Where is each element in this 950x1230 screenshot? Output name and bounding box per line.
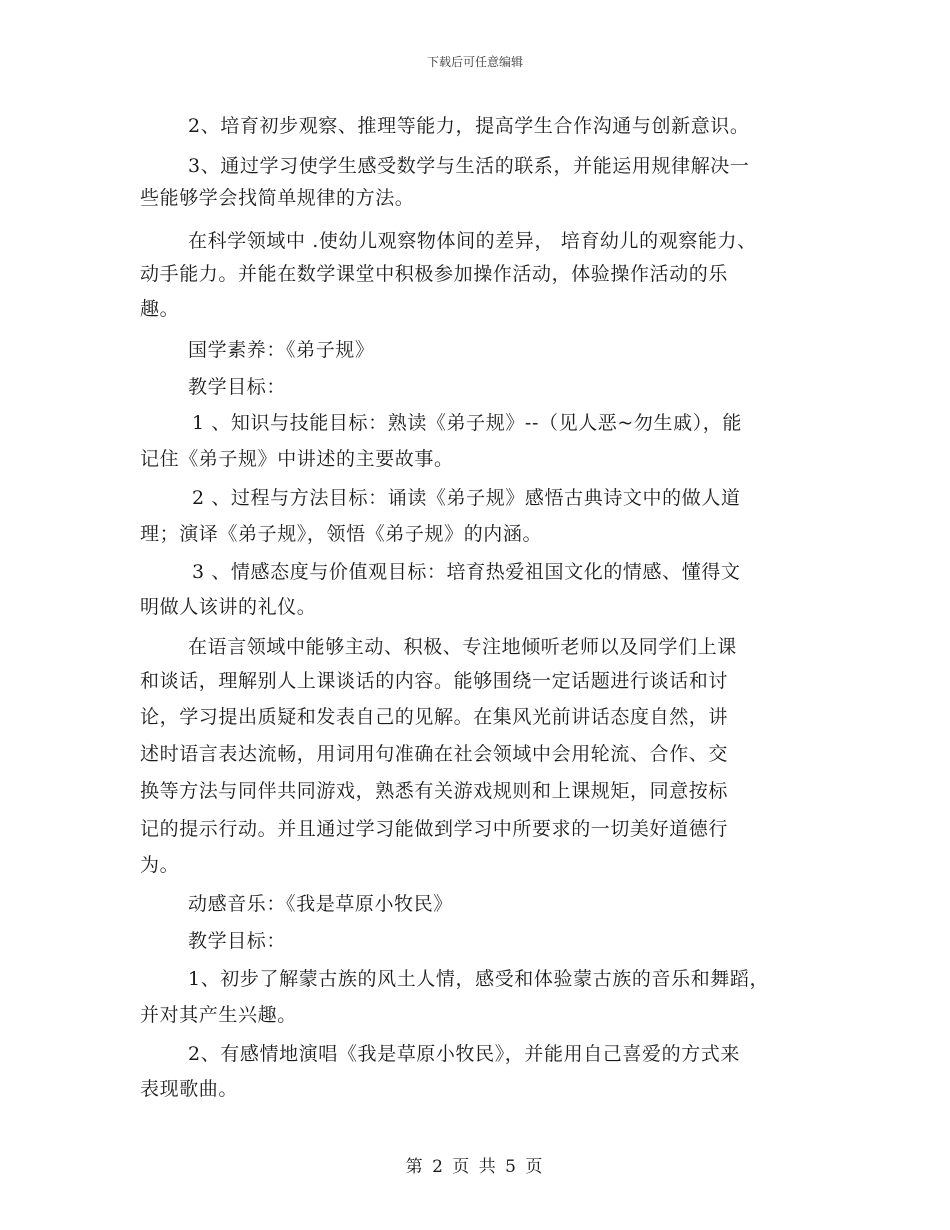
text-line: 趣。 [140, 298, 180, 320]
text-line: 2、培育初步观察、推理等能力，提高学生合作沟通与创新意识。 [188, 115, 750, 137]
text-line: 动手能力。并能在数学课堂中积极参加操作活动，体验操作活动的乐 [140, 263, 729, 285]
text-line: 3 、情感态度与价值观目标：培育热爱祖国文化的情感、懂得文 [192, 561, 741, 583]
text-line: 表现歌曲。 [140, 1078, 239, 1100]
text-line: 记住《弟子规》中讲述的主要故事。 [140, 448, 454, 470]
text-line: 论，学习提出质疑和发表自己的见解。在集风光前讲话态度自然，讲 [140, 706, 729, 728]
text-line: 记的提示行动。并且通过学习能做到学习中所要求的一切美好道德行 [140, 818, 729, 840]
text-line: 理；演译《弟子规》，领悟《弟子规》的内涵。 [140, 523, 543, 545]
text-line: 为。 [140, 854, 180, 876]
section-subtitle: 教学目标： [188, 376, 287, 398]
page-number: 第 2 页 共 5 页 [405, 1157, 545, 1177]
text-line: 3、通过学习使学生感受数学与生活的联系，并能运用规律解决一 [188, 155, 750, 177]
text-line: 2 、过程与方法目标：诵读《弟子规》感悟古典诗文中的做人道 [192, 487, 741, 509]
text-line: 明做人该讲的礼仪。 [140, 596, 317, 618]
header-note: 下载后可任意编辑 [426, 55, 523, 69]
text-line: 1 、知识与技能目标：熟读《弟子规》--（见人恶~勿生戚），能 [192, 412, 742, 434]
section-title: 动感音乐：《我是草原小牧民》 [188, 893, 453, 915]
text-line: 换等方法与同伴共同游戏，熟悉有关游戏规则和上课规矩，同意按标 [140, 780, 729, 802]
text-line: 在科学领域中 .使幼儿观察物体间的差异， 培育幼儿的观察能力、 [188, 230, 757, 252]
text-line: 2、有感情地演唱《我是草原小牧民》，并能用自己喜爱的方式来 [188, 1043, 740, 1065]
text-line: 些能够学会找简单规律的方法。 [140, 187, 415, 209]
text-line: 述时语言表达流畅，用词用句准确在社会领域中会用轮流、合作、交 [140, 743, 729, 765]
section-subtitle: 教学目标： [188, 930, 287, 952]
text-line: 在语言领域中能够主动、积极、专注地倾听老师以及同学们上课 [188, 636, 737, 658]
text-line: 并对其产生兴趣。 [140, 1004, 297, 1026]
text-line: 和谈话，理解别人上课谈话的内容。能够围绕一定话题进行谈话和讨 [140, 670, 729, 692]
text-line: 1、初步了解蒙古族的风土人情，感受和体验蒙古族的音乐和舞蹈， [188, 968, 770, 990]
section-title: 国学素养：《弟子规》 [188, 339, 375, 361]
